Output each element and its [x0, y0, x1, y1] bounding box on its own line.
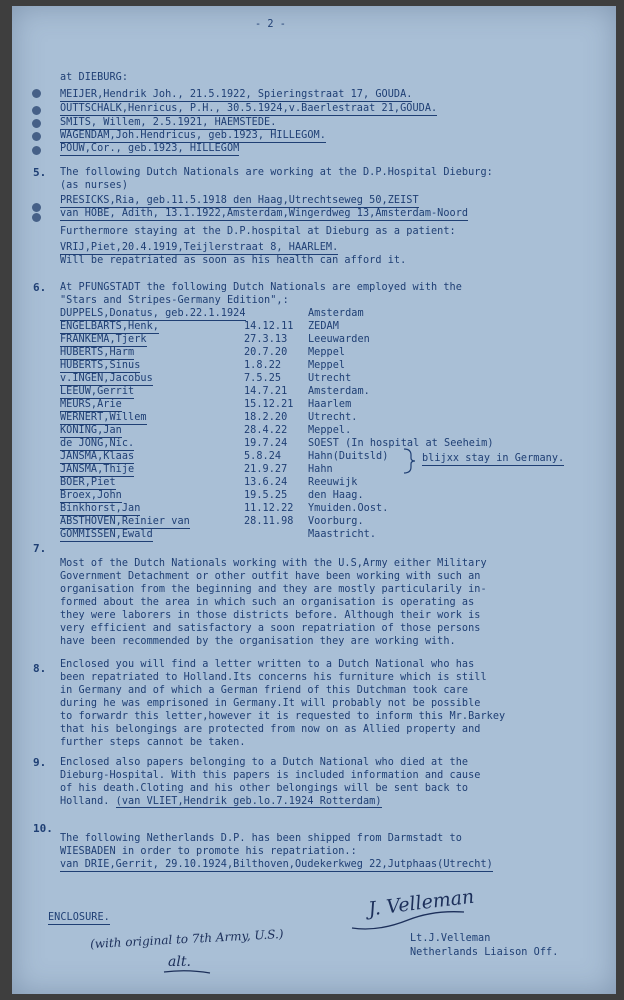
patient-note: Will be repatriated as soon as his health can afford it.: [60, 255, 407, 266]
person-place: Reeuwijk: [308, 477, 358, 488]
person-place: Utrecht.: [308, 412, 358, 423]
person-name: FRANKEMA,Tjerk: [60, 334, 147, 345]
person-date: 19.5.25: [244, 490, 288, 501]
section7-line: organisation from the beginning and they are mostly particularily in-: [60, 584, 487, 595]
person-name: HUBERTS,Harm: [60, 347, 135, 358]
section7-line: formed about the area in which such an organisation is operating as: [60, 597, 475, 608]
person-name: MEURS,Arie: [60, 399, 122, 410]
person-name: Binkhorst,Jan: [60, 503, 141, 514]
person-date: 28.4.22: [244, 425, 288, 436]
section6-line: At PFUNGSTADT the following Dutch Nationals are employed with the: [60, 282, 462, 293]
patient-entry: VRIJ,Piet,20.4.1919,Teijlerstraat 8, HAARLEM.: [60, 242, 339, 253]
punch-hole-mark: [32, 213, 41, 222]
person-date: 13.6.24: [244, 477, 288, 488]
section10-line: WIESBADEN in order to promote his repatriation.:: [60, 846, 357, 857]
person-date: 14.12.11: [244, 321, 294, 332]
person-date: 7.5.25: [244, 373, 282, 384]
person-place: Amsterdam.: [308, 386, 370, 397]
section6-line: "Stars and Stripes-Germany Edition",:: [60, 295, 289, 306]
bracket-mark: [402, 447, 416, 475]
section8-line: further steps cannot be taken.: [60, 737, 246, 748]
person-name: ENGELBARTS,Henk,: [60, 321, 159, 332]
person-place: Voorburg.: [308, 516, 364, 527]
person-place: Hahn: [308, 464, 333, 475]
person-name: Broex,John: [60, 490, 122, 501]
section7-line: they were laborers in those districts before. Although their work is: [60, 610, 481, 621]
person-date: 1.8.22: [244, 360, 282, 371]
dieburg-person: WAGENDAM,Joh.Hendricus, geb.1923, HILLEGOM.: [60, 130, 326, 141]
stay-in-germany-note: blijxx stay in Germany.: [422, 453, 565, 464]
person-name: JANSMA,Thije: [60, 464, 135, 475]
signer-name: Lt.J.Velleman: [410, 933, 491, 944]
nurse-entry: van HOBE, Adith, 13.1.1922,Amsterdam,Wingerdweg 13,Amsterdam-Noord: [60, 208, 469, 219]
person-place: Meppel: [308, 360, 346, 371]
punch-hole-mark: [32, 132, 41, 141]
section9-last-line: [60, 796, 382, 808]
nurse-entry: PRESICKS,Ria, geb.11.5.1918 den Haag,Utrechtseweg 50,ZEIST: [60, 195, 419, 206]
person-date: 18.2.20: [244, 412, 288, 423]
person-name: HUBERTS,Sinus: [60, 360, 141, 371]
section7-line: Most of the Dutch Nationals working with the U.S,Army either Military: [60, 558, 487, 569]
section8-line: in Germany and of which a German friend of this Dutchman took care: [60, 685, 469, 696]
handwritten-note: (with original to 7th Army, U.S.): [89, 926, 284, 952]
signature: J. Velleman: [367, 885, 476, 921]
person-name: GOMMISSEN,Ewald: [60, 529, 153, 540]
person-name: JANSMA,Klaas: [60, 451, 135, 462]
person-name: ABSTHOVEN,Reinier van: [60, 516, 190, 527]
person-place: Haarlem: [308, 399, 352, 410]
section-number: 9.: [33, 756, 47, 769]
person-name: KONING,Jan: [60, 425, 122, 436]
person-date: 11.12.22: [244, 503, 294, 514]
person-place: Amsterdam: [308, 308, 364, 319]
punch-hole-mark: [32, 106, 41, 115]
section7-line: Government Detachment or other outfit have been working with such an: [60, 571, 481, 582]
person-name: LEEUW,Gerrit: [60, 386, 135, 397]
section8-line: been repatriated to Holland.Its concerns his furniture which is still: [60, 672, 487, 683]
person-place: SOEST (In hospital at Seeheim): [308, 438, 494, 449]
person-name: DUPPELS,Donatus, geb.22.1.1924: [60, 308, 246, 319]
section8-line: during he was emprisoned in Germany.It will probably not be possible: [60, 698, 481, 709]
dieburg-heading: at DIEBURG:: [60, 72, 129, 83]
person-date: 5.8.24: [244, 451, 282, 462]
dieburg-person: POUW,Cor., geb.1923, HILLEGOM: [60, 143, 240, 154]
section-number: 6.: [33, 281, 47, 294]
person-place: Hahn(Duitsld): [308, 451, 389, 462]
initials-underline-mark: [162, 968, 212, 976]
person-name: WERNERT,Willem: [60, 412, 147, 423]
person-place: Maastricht.: [308, 529, 377, 540]
enclosure-label: ENCLOSURE.: [48, 912, 110, 923]
person-place: ZEDAM: [308, 321, 339, 332]
patient-intro: Furthermore staying at the D.P.hospital at Dieburg as a patient:: [60, 226, 456, 237]
section-number: 7.: [33, 542, 47, 555]
dieburg-person: MEIJER,Hendrik Joh., 21.5.1922, Spieringstraat 17, GOUDA.: [60, 89, 413, 100]
section8-line: that his belongings are protected from now on as Allied property and: [60, 724, 481, 735]
punch-hole-mark: [32, 119, 41, 128]
dieburg-person: SMITS, Willem, 2.5.1921, HAEMSTEDE.: [60, 117, 277, 128]
person-date: 19.7.24: [244, 438, 288, 449]
handwritten-initials: alt.: [168, 954, 191, 970]
shipped-person: van DRIE,Gerrit, 29.10.1924,Bilthoven,Oudekerkweg 22,Jutphaas(Utrecht): [60, 859, 493, 870]
section5-line: The following Dutch Nationals are working at the D.P.Hospital Dieburg:: [60, 167, 493, 178]
signer-title: Netherlands Liaison Off.: [410, 947, 559, 958]
person-date: 28.11.98: [244, 516, 294, 527]
person-place: Leeuwarden: [308, 334, 370, 345]
section7-line: very efficient and satisfactory a soon repatriation of those persons: [60, 623, 481, 634]
person-name: v.INGEN,Jacobus: [60, 373, 153, 384]
section9-line: of his death.Cloting and his other belongings will be sent back to: [60, 783, 469, 794]
section8-line: Enclosed you will find a letter written to a Dutch National who has: [60, 659, 475, 670]
punch-hole-mark: [32, 146, 41, 155]
section-number: 10.: [33, 822, 53, 835]
person-date: 27.3.13: [244, 334, 288, 345]
section9-line: Dieburg-Hospital. With this papers is included information and cause: [60, 770, 481, 781]
deceased-person: (van VLIET,Hendrik geb.lo.7.1924 Rotterdam): [115, 796, 382, 807]
person-name: de JONG,Nic.: [60, 438, 135, 449]
dieburg-person: OUTTSCHALK,Henricus, P.H., 30.5.1924,v.Baerlestraat 21,GOUDA.: [60, 103, 438, 114]
person-place: Ymuiden.Oost.: [308, 503, 389, 514]
section8-line: to forwardr this letter,however it is requested to inform this Mr.Barkey: [60, 711, 506, 722]
section10-line: The following Netherlands D.P. has been shipped from Darmstadt to: [60, 833, 462, 844]
person-place: den Haag.: [308, 490, 364, 501]
person-name: BOER,Piet: [60, 477, 116, 488]
person-date: 14.7.21: [244, 386, 288, 397]
section9-line: Enclosed also papers belonging to a Dutch National who died at the: [60, 757, 469, 768]
person-date: 20.7.20: [244, 347, 288, 358]
person-place: Utrecht: [308, 373, 352, 384]
section9-line-start: Holland.: [60, 796, 116, 807]
signature-flourish-mark: [348, 908, 468, 934]
document-page: [12, 6, 616, 994]
person-date: 15.12.21: [244, 399, 294, 410]
person-place: Meppel.: [308, 425, 352, 436]
section5-line: (as nurses): [60, 180, 129, 191]
section-number: 8.: [33, 662, 47, 675]
section-number: 5.: [33, 166, 47, 179]
person-date: 21.9.27: [244, 464, 288, 475]
punch-hole-mark: [32, 89, 41, 98]
punch-hole-mark: [32, 203, 41, 212]
person-place: Meppel: [308, 347, 346, 358]
page-number: - 2 -: [255, 19, 286, 30]
section7-line: have been recommended by the organisation they are working with.: [60, 636, 456, 647]
